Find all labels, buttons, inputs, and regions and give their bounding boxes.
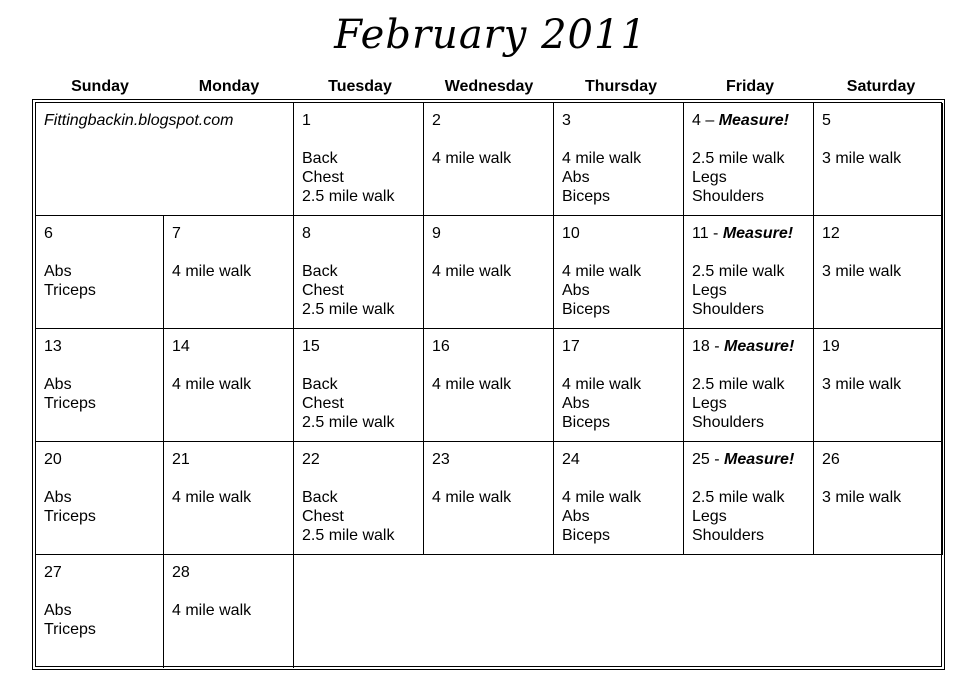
workout-item: Abs (562, 508, 590, 525)
day-number (692, 450, 813, 488)
weekday-header-monday: Monday (198, 78, 260, 95)
day-number-text: 22 (302, 451, 320, 468)
workout-item: Shoulders (692, 188, 765, 205)
day-cell (424, 442, 554, 555)
day-number (302, 450, 423, 488)
day-number (44, 224, 163, 262)
weekday-header-thursday: Thursday (584, 78, 657, 95)
workout-item: 2.5 mile walk (302, 527, 395, 544)
day-number (172, 337, 293, 375)
workout-item: 4 mile walk (432, 489, 512, 506)
workout-item: Triceps (44, 508, 96, 525)
day-cell (294, 216, 424, 329)
day-number (822, 337, 942, 375)
workout-item: 2.5 mile walk (302, 188, 395, 205)
day-cell (36, 329, 164, 442)
day-number (562, 450, 683, 488)
day-cell (294, 103, 424, 216)
day-number-text: 13 (44, 338, 62, 355)
day-number (432, 450, 553, 488)
day-number (172, 563, 293, 601)
day-cell (814, 103, 943, 216)
workout-item: 4 mile walk (432, 150, 512, 167)
day-number-text: 17 (562, 338, 580, 355)
day-number-text: 20 (44, 451, 62, 468)
workout-item: Legs (692, 395, 727, 412)
day-cell (684, 103, 814, 216)
day-number (562, 337, 683, 375)
day-number (822, 224, 942, 262)
day-number (302, 111, 423, 149)
workout-item: Abs (562, 282, 590, 299)
day-number-text: 8 (302, 225, 311, 242)
measure-label: Measure! (724, 451, 795, 468)
workout-item: Biceps (562, 188, 611, 205)
day-number-text: 21 (172, 451, 190, 468)
workout-item: Abs (44, 263, 72, 280)
day-cell (424, 329, 554, 442)
day-number (432, 111, 553, 149)
workout-item: 4 mile walk (172, 602, 252, 619)
day-number (692, 224, 813, 262)
workout-item: 3 mile walk (822, 489, 902, 506)
day-number-text: 26 (822, 451, 840, 468)
weekday-header-wednesday: Wednesday (444, 78, 534, 95)
workout-item: 3 mile walk (822, 263, 902, 280)
workout-item: 2.5 mile walk (692, 263, 785, 280)
workout-item: 2.5 mile walk (302, 414, 395, 431)
day-number (432, 337, 553, 375)
workout-item: 2.5 mile walk (692, 150, 785, 167)
workout-item: Triceps (44, 282, 96, 299)
day-cell (554, 103, 684, 216)
workout-item: Chest (302, 282, 344, 299)
day-cell (554, 442, 684, 555)
workout-item: 4 mile walk (432, 376, 512, 393)
day-cell (424, 103, 554, 216)
day-cell (554, 329, 684, 442)
workout-item: Abs (44, 489, 72, 506)
day-cell (164, 442, 294, 555)
day-cell (684, 329, 814, 442)
day-cell (164, 555, 294, 668)
workout-item: Legs (692, 282, 727, 299)
day-number (302, 224, 423, 262)
workout-item: 2.5 mile walk (692, 376, 785, 393)
day-cell (36, 442, 164, 555)
day-cell (164, 216, 294, 329)
empty-cell-area (294, 555, 943, 668)
day-cell (684, 442, 814, 555)
workout-item: Abs (44, 376, 72, 393)
day-number-text: 15 (302, 338, 320, 355)
day-number (562, 224, 683, 262)
day-number (692, 111, 813, 149)
workout-item: 3 mile walk (822, 150, 902, 167)
workout-item: 2.5 mile walk (692, 489, 785, 506)
workout-item: 4 mile walk (432, 263, 512, 280)
workout-item: Triceps (44, 395, 96, 412)
day-number (44, 563, 163, 601)
workout-item: Back (302, 489, 338, 506)
workout-item: Back (302, 150, 338, 167)
day-cell (684, 216, 814, 329)
day-number-text: 27 (44, 564, 62, 581)
calendar-title: February 2011 (334, 12, 647, 58)
day-number (44, 337, 163, 375)
workout-item: Back (302, 376, 338, 393)
day-cell (814, 329, 943, 442)
day-number (432, 224, 553, 262)
day-number-text: 7 (172, 225, 181, 242)
day-number (44, 450, 163, 488)
workout-item: Legs (692, 508, 727, 525)
workout-item: Abs (44, 602, 72, 619)
day-cell (294, 442, 424, 555)
day-cell (164, 329, 294, 442)
day-number-text: 18 - (692, 338, 725, 355)
day-number-text: 16 (432, 338, 450, 355)
day-number-text: 9 (432, 225, 441, 242)
workout-item: Triceps (44, 621, 96, 638)
day-number (302, 337, 423, 375)
day-number (172, 450, 293, 488)
workout-item: Biceps (562, 527, 611, 544)
workout-item: Abs (562, 169, 590, 186)
day-number-text: 3 (562, 112, 571, 129)
day-number (692, 337, 813, 375)
weekday-header-friday: Friday (725, 78, 774, 95)
day-cell (424, 216, 554, 329)
blog-cell (36, 103, 294, 216)
measure-label: Measure! (724, 338, 795, 355)
workout-item: 4 mile walk (172, 376, 252, 393)
day-number-text: 5 (822, 112, 831, 129)
day-cell (36, 216, 164, 329)
day-number-text: 10 (562, 225, 580, 242)
workout-item: 2.5 mile walk (302, 301, 395, 318)
workout-item: Biceps (562, 301, 611, 318)
workout-item: 3 mile walk (822, 376, 902, 393)
day-number-text: 28 (172, 564, 190, 581)
day-number (822, 111, 942, 149)
day-number-text: 12 (822, 225, 840, 242)
workout-item: 4 mile walk (562, 150, 642, 167)
workout-item: Legs (692, 169, 727, 186)
day-cell (294, 329, 424, 442)
day-number-text: 19 (822, 338, 840, 355)
weekday-header-saturday: Saturday (846, 78, 916, 95)
measure-label: Measure! (718, 112, 789, 129)
day-number-text: 24 (562, 451, 580, 468)
workout-item: 4 mile walk (172, 263, 252, 280)
day-number-text: 25 - (692, 451, 725, 468)
calendar-grid (35, 102, 942, 667)
workout-item: 4 mile walk (562, 263, 642, 280)
workout-item: Chest (302, 508, 344, 525)
workout-item: Chest (302, 395, 344, 412)
day-cell (554, 216, 684, 329)
blog-url: Fittingbackin.blogspot.com (44, 112, 234, 129)
workout-item: Abs (562, 395, 590, 412)
workout-item: Shoulders (692, 527, 765, 544)
day-number-text: 14 (172, 338, 190, 355)
workout-item: 4 mile walk (562, 376, 642, 393)
day-number-text: 4 – (692, 112, 719, 129)
day-cell (814, 216, 943, 329)
weekday-header-tuesday: Tuesday (328, 78, 392, 95)
day-cell (814, 442, 943, 555)
day-number-text: 23 (432, 451, 450, 468)
day-number-text: 1 (302, 112, 311, 129)
measure-label: Measure! (722, 225, 794, 242)
day-number (562, 111, 683, 149)
day-number-text: 2 (432, 112, 441, 129)
workout-item: Chest (302, 169, 344, 186)
workout-item: Shoulders (692, 414, 765, 431)
day-number-text: 6 (44, 225, 53, 242)
day-number (172, 224, 293, 262)
day-number (822, 450, 942, 488)
workout-item: Biceps (562, 414, 611, 431)
weekday-header-sunday: Sunday (71, 78, 129, 95)
day-cell (36, 555, 164, 668)
workout-item: Back (302, 263, 338, 280)
workout-item: Shoulders (692, 301, 765, 318)
workout-item: 4 mile walk (172, 489, 252, 506)
workout-item: 4 mile walk (562, 489, 642, 506)
day-number-text: 11 - (692, 225, 723, 242)
